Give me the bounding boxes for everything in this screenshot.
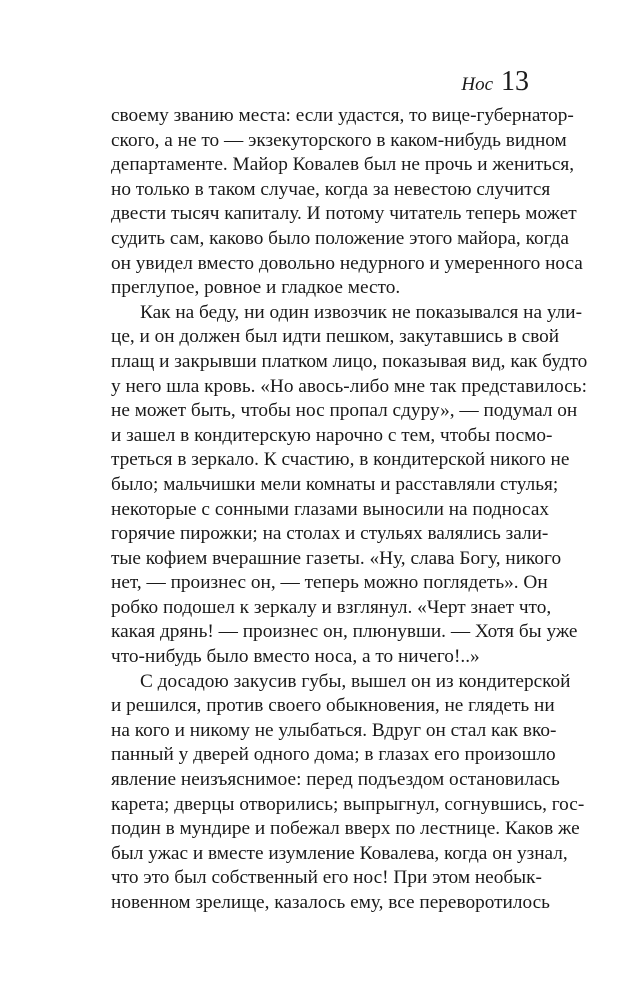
text-line: двести тысяч капиталу. И потому читатель теперь может [111, 203, 577, 225]
text-line: новенном зрелище, казалось ему, все переворотилось [111, 892, 550, 913]
text-line: це, и он должен был идти пешком, закутавшись в свой [111, 326, 560, 348]
text-line: не может быть, чтобы нос пропал сдуру», — подумал он [111, 400, 578, 422]
text-line: робко подошел к зеркалу и взглянул. «Черт знает что, [111, 596, 552, 618]
text-line: некоторые с сонными глазами выносили на подносах [111, 498, 550, 520]
running-header [461, 66, 529, 98]
text-line: явление неизъяснимое: перед подъездом остановилась [111, 769, 560, 791]
text-line: было; мальчишки мели комнаты и расставляли стулья; [111, 473, 559, 495]
text-line: но только в таком случае, когда за невестою случится [111, 178, 551, 200]
text-line: подин в мундире и побежал вверх по лестнице. Каков же [111, 818, 580, 840]
paragraph [111, 670, 585, 916]
text-line: он увидел вместо довольно недурного и умеренного носа [111, 252, 583, 274]
text-line: и решился, против своего обыкновения, не глядеть ни [111, 695, 555, 717]
text-line: судить сам, каково было положение этого майора, когда [111, 227, 569, 249]
page-number: 13 [501, 66, 529, 97]
text-line: департаменте. Майор Ковалев был не прочь и жениться, [111, 154, 575, 176]
text-line: и зашел в кондитерскую нарочно с тем, чтобы посмо- [111, 424, 553, 446]
text-line: своему званию места: если удастся, то вице-губернатор- [111, 105, 574, 126]
text-line: что-нибудь было вместо носа, а то ничего!..» [111, 646, 480, 668]
text-line: на кого и никому не улыбаться. Вдруг он стал как вко- [111, 719, 557, 741]
text-line: Как на беду, ни один извозчик не показывался на ули- [140, 301, 583, 323]
text-line: какая дрянь! — произнес он, плюнувши. — Хотя бы уже [111, 621, 578, 643]
text-line: преглупое, ровное и гладкое место. [111, 277, 401, 299]
text-line: панный у дверей одного дома; в глазах его произошло [111, 744, 556, 766]
text-line: плащ и закрывши платком лицо, показывая вид, как будто [111, 350, 588, 372]
body-text [111, 104, 588, 916]
paragraph [111, 104, 583, 301]
running-title: Нос [461, 74, 493, 95]
text-line: ского, а не то — экзекуторского в каком-нибудь видном [111, 129, 567, 151]
text-line: горячие пирожки; на столах и стульях валялись зали- [111, 523, 549, 545]
text-line: карета; дверцы отворились; выпрыгнул, согнувшись, гос- [111, 793, 585, 815]
text-line: нет, — произнес он, — теперь можно поглядеть». Он [111, 572, 548, 594]
text-line: был ужас и вместе изумление Ковалева, когда он узнал, [111, 842, 568, 864]
text-line: что это был собственный его нос! При этом необык- [111, 867, 542, 889]
text-line: С досадою закусив губы, вышел он из кондитерской [140, 670, 571, 692]
paragraph [111, 301, 588, 670]
text-line: тые кофием вчерашние газеты. «Ну, слава Богу, никого [111, 547, 562, 569]
text-line: у него шла кровь. «Но авось-либо мне так представилось: [111, 375, 587, 397]
text-line: треться в зеркало. К счастию, в кондитерской никого не [111, 449, 570, 471]
